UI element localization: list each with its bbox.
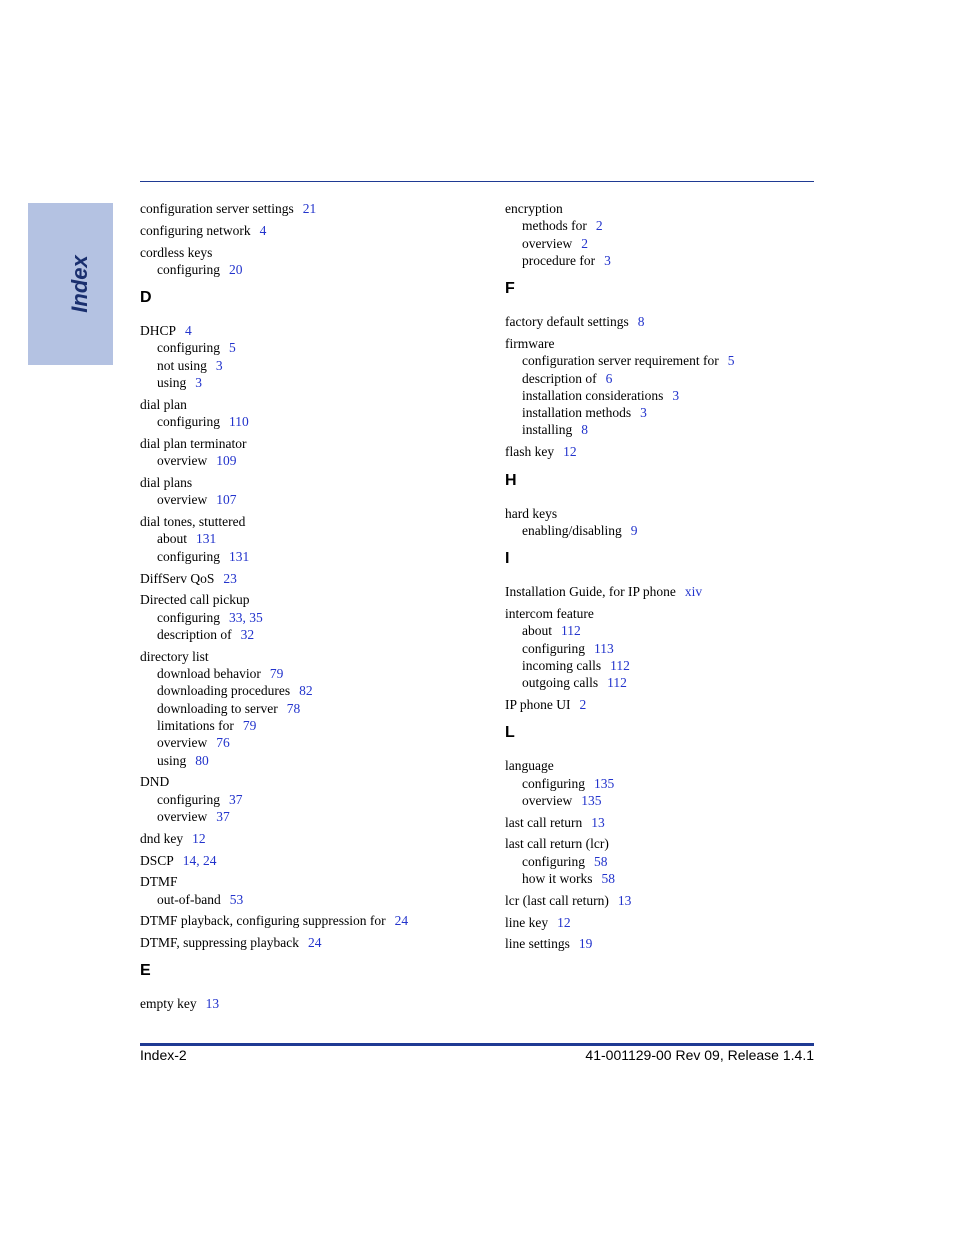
index-subentry [505,370,845,387]
index-term: hard keys [505,505,558,521]
index-subentry [505,235,845,252]
index-term: about [157,531,187,547]
index-term: configuring [157,548,220,564]
index-subentry [140,665,480,682]
index-column-left [140,200,480,1013]
index-term: procedure for [522,252,596,268]
index-page-link[interactable]: 3 [672,387,680,403]
index-entry [505,696,845,713]
index-entry [140,852,480,869]
index-subentry [505,217,845,234]
index-letter-heading: I [505,550,510,568]
index-page-link[interactable]: 32 [240,626,255,642]
index-subentry [140,452,480,469]
index-page-link[interactable]: 23 [223,570,237,586]
index-page-link[interactable]: 78 [286,700,301,716]
index-subentry [505,853,845,870]
index-term: configuration server requirement for [522,353,719,369]
index-page-link[interactable]: 135 [594,775,615,791]
index-term: Installation Guide, for IP phone [505,584,676,600]
index-subentry [505,870,845,887]
index-entry [140,591,480,608]
index-term: installing [522,422,573,438]
index-page-link[interactable]: xiv [684,584,703,600]
index-term: dial plan terminator [140,435,247,451]
index-term: cordless keys [140,244,213,260]
index-page-link[interactable]: 5 [229,340,236,356]
index-subentry [140,491,480,508]
index-page-link[interactable]: 14, 24 [182,852,217,868]
index-entry [140,200,480,217]
index-page-link[interactable]: 76 [216,735,230,751]
index-subentry [140,791,480,808]
index-page-link[interactable]: 9 [630,522,638,538]
index-page-link[interactable]: 33, 35 [229,609,263,625]
index-page-link[interactable]: 80 [195,752,209,768]
index-page-link[interactable]: 58 [601,871,615,887]
index-letter-heading: L [505,724,515,742]
index-term: line key [505,914,549,930]
index-term: DTMF, suppressing playback [140,935,300,951]
index-page-link[interactable]: 112 [561,623,581,639]
index-page-link[interactable]: 24 [308,935,322,951]
index-term: configuring [157,791,220,807]
index-entry [505,914,845,931]
index-subentry [140,530,480,547]
index-subentry [505,775,845,792]
index-term: Directed call pickup [140,592,250,608]
index-page-link[interactable]: 4 [185,323,192,339]
index-page-link[interactable]: 113 [594,640,614,656]
index-entry [140,648,480,665]
index-subentry [140,700,480,717]
index-subentry [140,413,480,430]
footer-rule [140,1043,814,1046]
index-term: enabling/disabling [522,522,622,538]
index-term: configuration server settings [140,201,294,216]
index-term: overview [157,808,208,824]
index-entry [140,435,480,452]
index-entry [140,222,480,239]
index-tab-label: Index [67,255,92,313]
index-term: lcr (last call return) [505,892,609,908]
index-subentry [140,891,480,908]
index-term: methods for [522,218,587,234]
index-term: DSCP [140,852,174,868]
index-page-link[interactable]: 2 [581,235,588,251]
index-subentry [505,657,845,674]
index-term: empty key [140,996,197,1012]
index-page-link[interactable]: 24 [394,913,409,929]
index-page-link[interactable]: 131 [196,531,217,547]
index-page-link[interactable]: 21 [302,201,317,216]
index-subentry [140,374,480,391]
index-subentry [505,352,845,369]
index-page-link[interactable]: 13 [591,814,605,830]
index-entry [505,757,845,774]
index-entry [505,935,845,952]
index-column-right [505,200,845,953]
index-term: not using [157,357,207,373]
index-term: out-of-band [157,891,221,907]
header-rule [140,181,814,182]
index-letter-heading: D [140,289,152,307]
index-term: overview [157,735,208,751]
index-subentry [505,252,845,269]
index-entry [505,505,845,522]
index-page-link[interactable]: 53 [229,891,244,907]
index-term: configuring [157,609,220,625]
index-entry [140,570,480,587]
index-term: flash key [505,444,555,460]
index-entry [505,200,845,217]
index-page-link[interactable]: 112 [607,675,627,691]
index-term: configuring [157,261,220,277]
footer-page-number: Index-2 [140,1047,187,1063]
index-term: installation considerations [522,387,664,403]
index-term: configuring [522,640,585,656]
index-entry [505,313,845,330]
index-term: about [522,623,552,639]
index-term: DTMF [140,874,178,890]
index-page-link[interactable]: 19 [578,936,593,952]
index-term: configuring [522,775,585,791]
index-term: outgoing calls [522,675,599,691]
index-page-link[interactable]: 12 [557,914,571,930]
index-entry [505,892,845,909]
index-entry [505,583,845,600]
index-subentry [140,808,480,825]
index-term: DTMF playback, configuring suppression for [140,913,386,929]
index-page-link[interactable]: 2 [579,696,587,712]
index-page-link[interactable]: 5 [727,353,735,369]
index-page-link[interactable]: 82 [299,683,313,699]
index-term: factory default settings [505,314,629,330]
index-term: download behavior [157,666,261,682]
index-subentry [140,682,480,699]
index-entry [505,335,845,352]
index-entry [140,244,480,261]
index-page-link[interactable]: 135 [581,792,602,808]
index-term: installation methods [522,405,632,421]
index-page-link[interactable]: 107 [216,492,237,508]
index-term: DiffServ QoS [140,570,215,586]
index-page-link[interactable]: 37 [216,808,230,824]
index-subentry [140,717,480,734]
index-term: downloading to server [157,700,278,716]
index-subentry [505,421,845,438]
index-term: configuring network [140,222,251,238]
index-subentry [140,339,480,356]
index-page-link[interactable]: 8 [581,422,588,438]
index-page-link[interactable]: 109 [216,453,237,469]
index-letter-heading: H [505,471,517,489]
index-term: firmware [505,335,555,351]
index-page-link[interactable]: 79 [242,717,257,733]
index-subentry [140,626,480,643]
index-page-link[interactable]: 6 [605,370,613,386]
index-term: encryption [505,201,563,216]
index-term: directory list [140,648,209,664]
index-term: overview [157,492,208,508]
index-page-link[interactable]: 3 [604,252,611,268]
index-entry [140,474,480,491]
index-subentry [505,387,845,404]
index-entry [140,934,480,951]
index-subentry [140,734,480,751]
index-subentry [140,357,480,374]
index-page-link[interactable]: 4 [259,222,267,238]
index-page-link[interactable]: 79 [269,666,284,682]
index-entry [140,322,480,339]
index-term: limitations for [157,717,234,733]
index-page-link[interactable]: 58 [594,853,608,869]
index-term: downloading procedures [157,683,291,699]
index-entry [505,605,845,622]
index-page-link[interactable]: 12 [563,444,577,460]
index-term: dial plans [140,475,193,491]
index-subentry [140,752,480,769]
index-term: line settings [505,936,570,952]
index-term: configuring [157,340,220,356]
index-term: language [505,758,554,774]
index-entry [505,814,845,831]
index-entry [140,396,480,413]
index-term: DHCP [140,323,177,339]
index-term: last call return (lcr) [505,836,609,852]
index-subentry [505,522,845,539]
index-page-link[interactable]: 37 [229,791,243,807]
index-entry [140,773,480,790]
index-entry [140,513,480,530]
index-page-link[interactable]: 3 [640,405,647,421]
index-page-link[interactable]: 110 [229,414,249,430]
index-page-link[interactable]: 3 [215,357,223,373]
index-page-link[interactable]: 112 [610,657,630,673]
index-subentry [505,640,845,657]
index-term: last call return [505,814,583,830]
index-term: description of [157,626,232,642]
index-term: intercom feature [505,605,594,621]
index-letter-heading: E [140,962,151,980]
index-subentry [505,674,845,691]
index-page-link[interactable]: 3 [195,375,203,391]
index-term: configuring [157,414,220,430]
index-term: dial tones, stuttered [140,514,246,530]
index-page-link[interactable]: 8 [637,314,645,330]
index-subentry [140,609,480,626]
footer-document-id: 41-001129-00 Rev 09, Release 1.4.1 [585,1047,814,1063]
index-subentry [140,261,480,278]
index-term: configuring [522,853,585,869]
index-entry [505,835,845,852]
index-term: DND [140,774,170,790]
index-entry [140,830,480,847]
index-page-link[interactable]: 20 [229,261,243,277]
index-subentry [505,792,845,809]
index-entry [505,443,845,460]
index-page-link[interactable]: 131 [229,548,250,564]
index-subentry [505,404,845,421]
index-entry [140,912,480,929]
index-term: how it works [522,871,593,887]
index-term: incoming calls [522,657,602,673]
index-page-link[interactable]: 12 [192,830,206,846]
index-page-link[interactable]: 13 [617,892,632,908]
index-term: dial plan [140,396,187,412]
index-term: IP phone UI [505,696,571,712]
index-term: using [157,375,187,391]
index-term: dnd key [140,830,184,846]
index-letter-heading: F [505,280,515,298]
index-term: overview [157,453,208,469]
index-subentry [140,548,480,565]
index-term: using [157,752,187,768]
index-term: overview [522,235,573,251]
index-page-link[interactable]: 13 [205,996,220,1012]
index-page-link[interactable]: 2 [595,218,603,234]
index-term: overview [522,792,573,808]
index-term: description of [522,370,597,386]
index-entry [140,995,480,1012]
index-entry [140,873,480,890]
index-subentry [505,622,845,639]
